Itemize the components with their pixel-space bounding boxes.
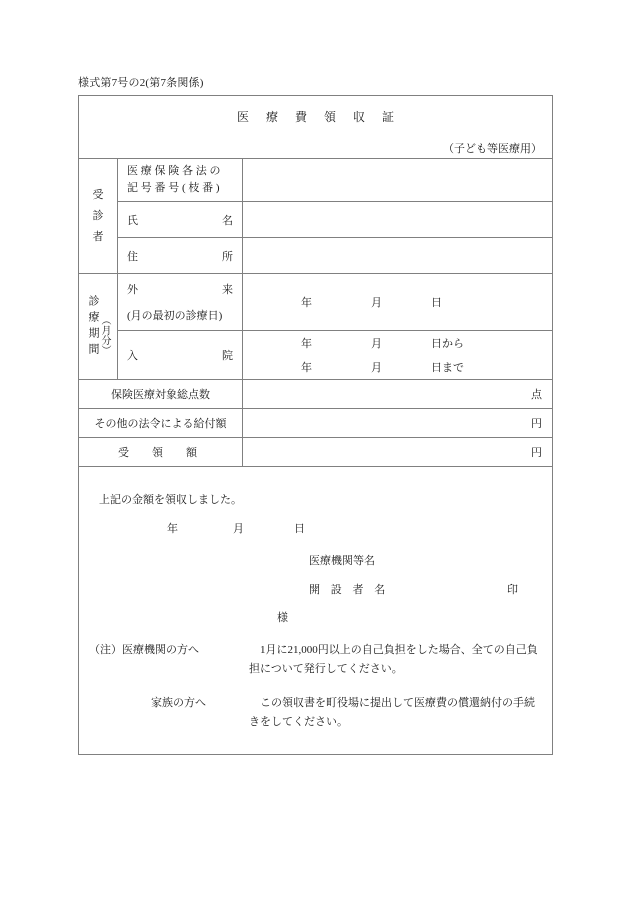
total-points-unit: 点 bbox=[531, 389, 543, 401]
outpatient-label bbox=[118, 274, 243, 331]
founder-name-label: 開 設 者 名 bbox=[309, 584, 390, 596]
medical-receipt-form bbox=[78, 95, 553, 755]
table-row-inpatient bbox=[79, 331, 553, 380]
table-row-patient-address bbox=[79, 238, 553, 274]
table-row-receipt-block bbox=[79, 467, 553, 755]
receipt-day-label: 日 bbox=[294, 523, 305, 535]
patient-address-label-left: 住 bbox=[127, 250, 138, 263]
patient-label-char-2: 診 bbox=[92, 209, 104, 222]
total-points-label: 保険医療対象総点数 bbox=[79, 380, 243, 409]
receipt-statement: 上記の金額を領収しました。 bbox=[99, 494, 242, 506]
inpatient-label bbox=[118, 331, 243, 380]
table-row-other-benefit bbox=[79, 409, 553, 438]
inpatient-to-year-label: 年 bbox=[301, 362, 312, 374]
inpatient-from-year-label: 年 bbox=[301, 338, 312, 350]
inpatient-from-day-label: 日から bbox=[431, 338, 464, 350]
outpatient-month-label: 月 bbox=[371, 297, 382, 309]
inpatient-from-month-label: 月 bbox=[371, 338, 382, 350]
patient-name-value[interactable] bbox=[243, 202, 553, 238]
note-family bbox=[89, 694, 544, 731]
page-subtitle: （子ども等医療用） bbox=[443, 142, 543, 155]
received-amount-value[interactable] bbox=[243, 438, 553, 467]
insurance-number-label-line1: 医 療 保 険 各 法 の bbox=[127, 164, 221, 177]
insurance-number-value[interactable] bbox=[243, 159, 553, 202]
other-benefit-value[interactable] bbox=[243, 409, 553, 438]
other-benefit-label: その他の法令による給付額 bbox=[79, 409, 243, 438]
period-label-main: 診療期間 bbox=[87, 294, 99, 359]
other-benefit-unit: 円 bbox=[531, 418, 543, 430]
note-institution-body: 1月に21,000円以上の自己負担をした場合、全ての自己負担について発行してください。 bbox=[249, 644, 538, 675]
table-row-outpatient bbox=[79, 274, 553, 331]
note-institution bbox=[89, 641, 544, 678]
period-label-sub: （月分） bbox=[99, 314, 110, 355]
seal-icon: 印 bbox=[507, 584, 518, 596]
total-points-value[interactable] bbox=[243, 380, 553, 409]
table-row-total-points bbox=[79, 380, 553, 409]
inpatient-to-day-label: 日まで bbox=[431, 362, 464, 374]
institution-name-label: 医療機関等名 bbox=[309, 555, 375, 567]
patient-name-label bbox=[118, 202, 243, 238]
inpatient-date-value[interactable] bbox=[243, 331, 553, 380]
patient-address-value[interactable] bbox=[243, 238, 553, 274]
patient-label-char-1: 受 bbox=[92, 188, 104, 201]
addressee-suffix: 様 bbox=[277, 612, 288, 624]
received-amount-unit: 円 bbox=[531, 447, 543, 459]
inpatient-label-left: 入 bbox=[127, 350, 138, 362]
patient-section-label bbox=[79, 159, 118, 274]
insurance-number-label-line2: 記 号 番 号 ( 枝 番 ) bbox=[127, 182, 220, 194]
receipt-date[interactable] bbox=[167, 520, 305, 536]
patient-name-label-left: 氏 bbox=[127, 214, 138, 227]
receipt-block bbox=[79, 467, 553, 755]
insurance-number-label bbox=[118, 159, 243, 202]
inpatient-to-month-label: 月 bbox=[371, 362, 382, 374]
note-institution-head: （注）医療機関の方へ bbox=[89, 644, 199, 656]
inpatient-label-right: 院 bbox=[222, 350, 233, 362]
patient-name-label-right: 名 bbox=[222, 214, 233, 227]
table-row-insurance-number bbox=[79, 159, 553, 202]
outpatient-date-value[interactable] bbox=[243, 274, 553, 331]
receipt-year-label: 年 bbox=[167, 523, 178, 535]
form-number: 様式第7号の2(第7条関係) bbox=[78, 77, 204, 89]
period-section-label bbox=[79, 274, 118, 380]
received-amount-label: 受 領 額 bbox=[79, 438, 243, 467]
outpatient-label-right: 来 bbox=[222, 284, 233, 296]
note-family-body: この領収書を町役場に提出して医療費の償還納付の手続きをしてください。 bbox=[249, 697, 535, 728]
note-family-head: 家族の方へ bbox=[151, 697, 206, 709]
title-row bbox=[79, 96, 553, 159]
patient-address-label bbox=[118, 238, 243, 274]
outpatient-day-label: 日 bbox=[431, 297, 442, 309]
outpatient-label-note: (月の最初の診療日) bbox=[127, 310, 223, 322]
outpatient-label-left: 外 bbox=[127, 284, 138, 296]
page-title: 医 療 費 領 収 証 bbox=[237, 109, 402, 124]
table-row-received-amount bbox=[79, 438, 553, 467]
patient-label-char-3: 者 bbox=[92, 230, 104, 243]
title-cell bbox=[79, 96, 553, 159]
patient-address-label-right: 所 bbox=[222, 250, 233, 263]
outpatient-year-label: 年 bbox=[301, 297, 312, 309]
table-row-patient-name bbox=[79, 202, 553, 238]
receipt-month-label: 月 bbox=[233, 523, 244, 535]
